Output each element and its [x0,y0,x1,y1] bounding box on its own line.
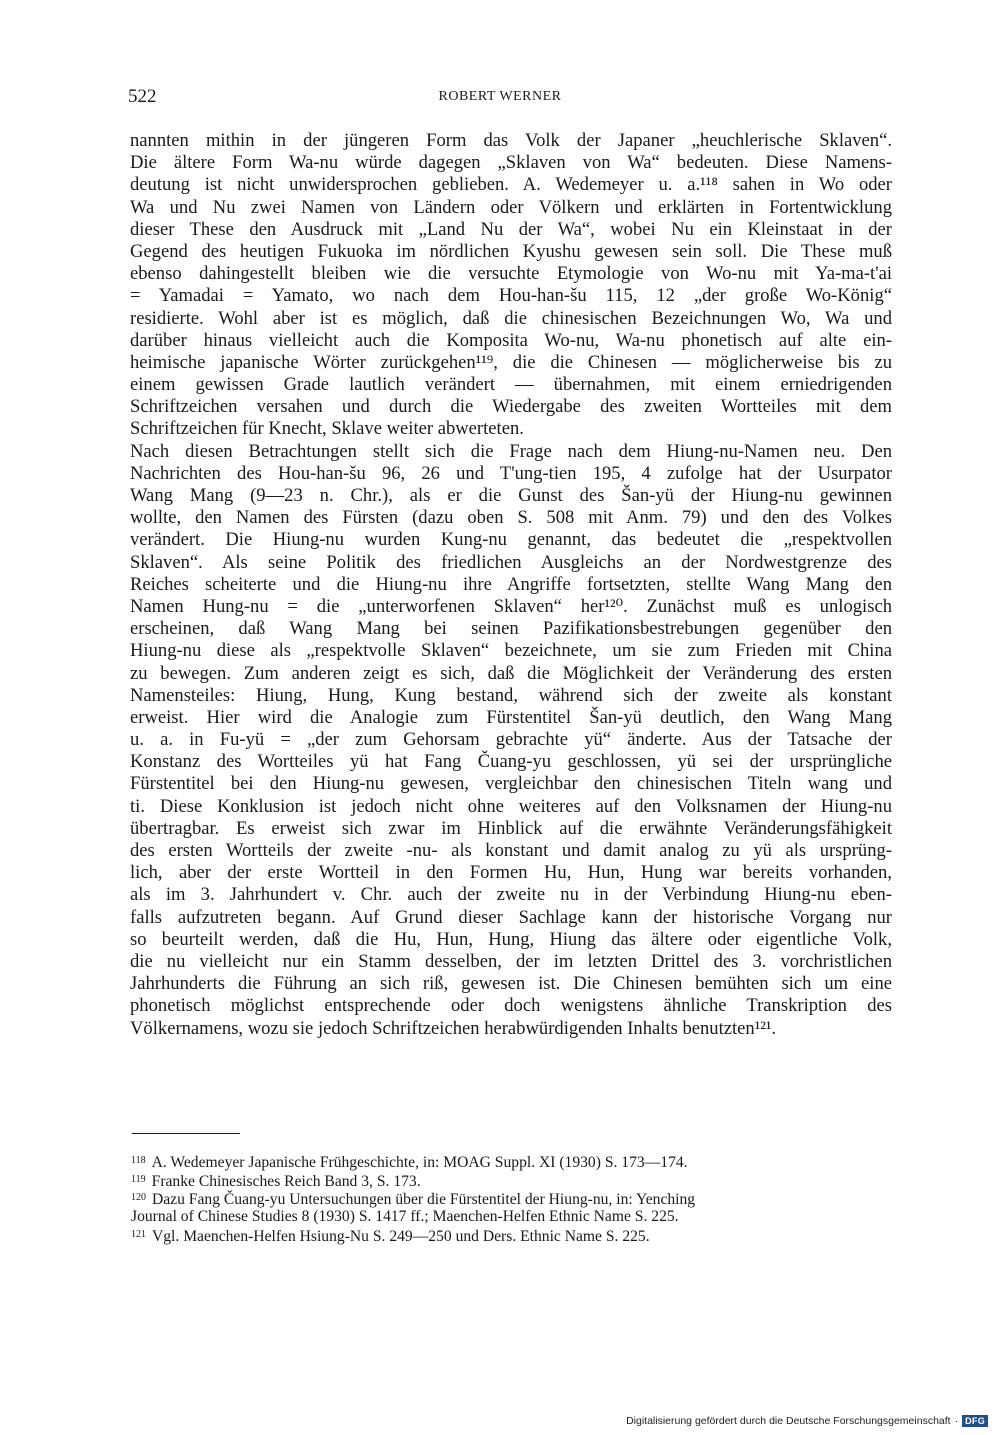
text-line: einem gewissen Grade lautlich verändert — übernahmen, mit einem erniedrigenden [130,374,892,396]
text-line: die nu vielleicht nur ein Stamm desselben, der im letzten Drittel des 3. vorchristlichen [130,950,892,972]
body-text [130,130,892,1040]
text-line: Reiches scheiterte und die Hiung-nu ihre Angriffe fortsetzten, stellte Wang Mang den [130,573,892,595]
footnote-line [131,1171,891,1190]
text-line: Gegend des heutigen Fukuoka im nördlichen Kyushu gewesen sein soll. Die These muß [130,240,892,262]
text-line: erscheinen, daß Wang Mang bei seinen Pazifikationsbestrebungen gegenüber den [130,618,892,640]
footnote-line [131,1189,891,1208]
footnote-number: 119 [131,1173,146,1185]
text-line: Konstanz des Wortteiles yü hat Fang Čuang-yu geschlossen, yü sei der ursprüngliche [130,751,892,773]
text-line: so beurteilt werden, daß die Hu, Hun, Hung, Hiung das ältere oder eigentliche Volk, [130,928,892,950]
text-line: Völkernamens, wozu sie jedoch Schriftzeichen herabwürdigenden Inhalts benutzten¹²¹. [130,1017,777,1039]
text-line: Wa und Nu zwei Namen von Ländern oder Völkern und erklärten in Fortentwicklung [130,196,892,218]
text-line: Jahrhunderts die Führung an sich riß, gewesen ist. Die Chinesen bemühten sich um eine [130,973,892,995]
footnote-text: Franke Chinesisches Reich Band 3, S. 173. [151,1172,421,1190]
text-line: Schriftzeichen versahen und durch die Wiedergabe des zweiten Wortteiles mit dem [130,396,892,418]
text-line: wollte, den Namen des Fürsten (dazu oben S. 508 mit Anm. 79) und den des Volkes [130,507,892,529]
running-head: ROBERT WERNER [438,89,562,104]
funding-text: Digitalisierung gefördert durch die Deutsche Forschungsgemeinschaft [626,1415,951,1427]
text-line: verändert. Die Hiung-nu wurden Kung-nu genannt, das bedeutet die „respektvollen [130,529,892,551]
footnote-text: Journal of Chinese Studies 8 (1930) S. 1417 ff.; Maenchen-Helfen Ethnic Name S. 225. [131,1207,679,1225]
text-line: nannten mithin in der jüngeren Form das Volk der Japaner „heuchlerische Sklaven“. [130,130,892,151]
footnote-number: 121 [131,1229,146,1241]
text-line: ebenso dahingestellt bleiben wie die versuchte Etymologie von Wo-nu mit Ya-ma-t'ai [130,263,892,285]
text-line: ti. Diese Konklusion ist jedoch nicht ohne weiteres auf den Volksnamen der Hiung-nu [130,795,892,817]
text-line: falls aufzutreten begann. Auf Grund dieser Sachlage kann der historische Vorgang nur [130,906,892,928]
text-line: Hiung-nu diese als „respektvolle Sklaven“ bezeichnete, um sie zum Frieden mit China [130,640,892,662]
page-number: 522 [128,86,157,107]
footnote-line [131,1226,891,1245]
text-line: Sklaven“. Als seine Politik des friedlichen Ausgleichs an der Nordwestgrenze des [130,551,892,573]
text-line: Die ältere Form Wa-nu würde dagegen „Sklaven von Wa“ bedeuten. Diese Namens- [130,152,892,174]
footnote-number: 120 [131,1192,146,1204]
text-line: residierte. Wohl aber ist es möglich, daß die chinesischen Bezeichnungen Wo, Wa und [130,307,892,329]
footnote-text: Vgl. Maenchen-Helfen Hsiung-Nu S. 249—250 und Ders. Ethnic Name S. 225. [152,1228,650,1246]
footnote-text: Dazu Fang Čuang-yu Untersuchungen über die Fürstentitel der Hiung-nu, in: Yenching [152,1191,696,1209]
text-line: des ersten Wortteils der zweite -nu- als konstant und damit analog zu yü als ursprüng- [130,840,892,861]
footnote-line [131,1208,891,1227]
text-line: Nachrichten des Hou-han-šu 96, 26 und T'ung-tien 195, 4 zufolge hat der Usurpator [130,462,892,484]
funding-footer: Digitalisierung gefördert durch die Deutsche Forschungsgemeinschaft · DFG [626,1415,988,1427]
text-line: Namen Hung-nu = die „unterworfenen Sklaven“ her¹²⁰. Zunächst muß es unlogisch [130,595,892,617]
footnote-rule [132,1133,240,1134]
text-line: lich, aber der erste Wortteil in den Formen Hu, Hun, Hung war bereits vorhanden, [130,862,892,884]
footnotes [131,1152,891,1245]
text-line: Fürstentitel bei den Hiung-nu gewesen, vergleichbar den chinesischen Titeln wang und [130,773,892,795]
text-line: übertragbar. Es erweist sich zwar im Hinblick auf die erwähnte Veränderungsfähigkeit [130,817,892,839]
text-line: als im 3. Jahrhundert v. Chr. auch der zweite nu in der Verbindung Hiung-nu eben- [130,884,892,906]
text-line: deutung ist nicht unwidersprochen geblieben. A. Wedemeyer u. a.¹¹⁸ sahen in Wo oder [130,174,892,196]
text-line: dieser These den Ausdruck mit „Land Nu der Wa“, wobei Nu ein Kleinstaat in der [130,218,892,240]
text-line: Nach diesen Betrachtungen stellt sich die Frage nach dem Hiung-nu-Namen neu. Den [130,440,892,462]
footnote-text: A. Wedemeyer Japanische Frühgeschichte, in: MOAG Suppl. XI (1930) S. 173—174. [151,1154,688,1171]
text-line: Schriftzeichen für Knecht, Sklave weiter abwerteten. [130,418,524,440]
footnote-line [131,1152,891,1171]
footnote-number: 118 [131,1155,146,1166]
text-line: = Yamadai = Yamato, wo nach dem Hou-han-šu 115, 12 „der große Wo-König“ [130,285,892,307]
text-line: zu bewegen. Zum anderen zeigt es sich, daß die Möglichkeit der Veränderung des ersten [130,662,892,684]
text-line: u. a. in Fu-yü = „der zum Gehorsam gebrachte yü“ änderte. Aus der Tatsache der [130,729,892,751]
text-line: Wang Mang (9—23 n. Chr.), als er die Gunst des Šan-yü der Hiung-nu gewinnen [130,485,892,506]
dfg-logo: DFG [962,1415,988,1427]
text-line: darüber hinaus vielleicht auch die Komposita Wo-nu, Wa-nu phonetisch auf alte ein- [130,329,892,351]
text-line: Namensteiles: Hiung, Hung, Kung bestand, während sich der zweite als konstant [130,684,892,706]
text-line: heimische japanische Wörter zurückgehen¹¹⁹, die die Chinesen — möglicherweise bis zu [130,351,892,373]
text-line: phonetisch möglichst entsprechende oder doch wenigstens ähnliche Transkription des [130,995,892,1017]
text-line: erweist. Hier wird die Analogie zum Fürstentitel Šan-yü deutlich, den Wang Mang [130,706,892,728]
